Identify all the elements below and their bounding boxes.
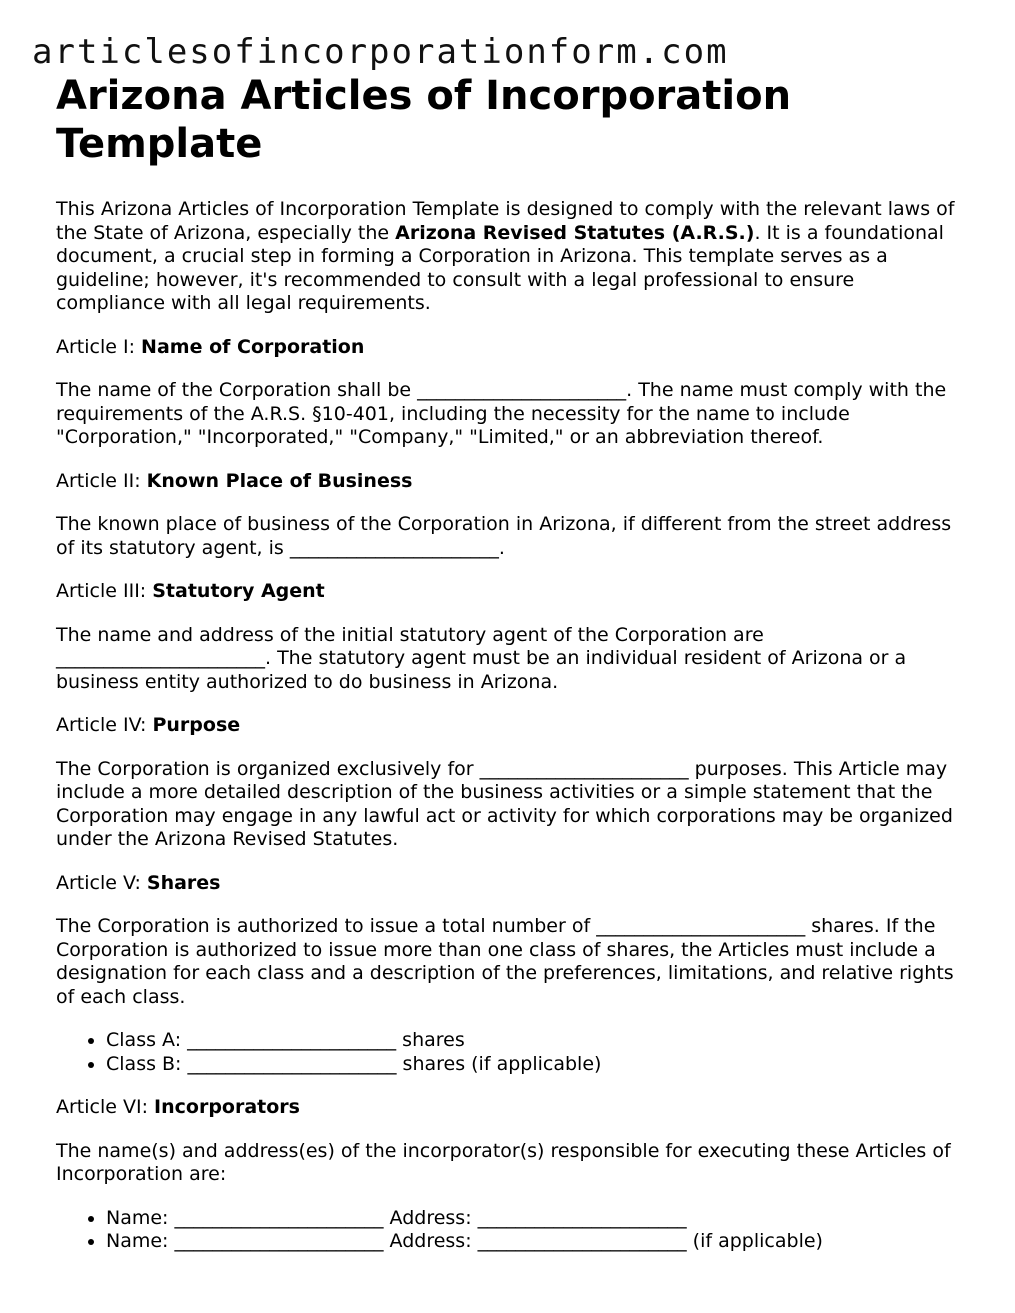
share-class-item: • Class A: ______________________ shares (106, 1029, 968, 1053)
article-4-label: Article IV: (56, 714, 153, 736)
article-5-label: Article V: (56, 871, 147, 894)
article-6-name: Incorporators (154, 1096, 300, 1118)
share-class-list (56, 1029, 968, 1076)
article-5-name: Shares (146, 871, 221, 894)
document-body (56, 70, 968, 1254)
article-2-heading (56, 470, 968, 494)
article-3-text: The name and address of the initial statutory agent of the Corporation are ______________________. The statutory agent must be an individual resident of Arizona or a business entity authorized to do business in Arizona. (56, 623, 907, 693)
article-6-heading (56, 1096, 968, 1120)
article-3-heading (56, 580, 968, 604)
site-watermark: articlesofincorporationform.com (32, 32, 729, 72)
intro-text-before: This Arizona Articles of Incorporation Template is designed to comply with the relevant laws of the State of Arizona, especially the (56, 198, 955, 244)
article-3-name: Statutory Agent (152, 580, 325, 602)
article-2-text: The known place of business of the Corporation in Arizona, if different from the street address of its statutory agent, is ______________________. (56, 513, 952, 559)
intro-text-after: . It is a foundational document, a crucial step in forming a Corporation in Arizona. This template serves as a guideline; however, it's recommended to consult with a legal professional to ensure compliance with all legal requirements. (56, 221, 944, 314)
article-4-heading (56, 714, 968, 738)
incorporator-item: • Name: ______________________ Address: ______________________ (if applicable) (106, 1230, 968, 1254)
article-1-name: Name of Corporation (141, 335, 365, 358)
article-3-label: Article III: (56, 580, 153, 602)
article-4-name: Purpose (152, 714, 241, 736)
share-class-item: • Class B: ______________________ shares (if applicable) (106, 1053, 968, 1077)
article-5-text: The Corporation is authorized to issue a total number of ______________________ shares. If the Corporation is authorized to issue more than one class of shares, the Articles must include a designation for each class and a description of the preferences, limitations, and relative rights of each class. (56, 915, 954, 1008)
article-6-text: The name(s) and address(es) of the incorporator(s) responsible for executing these Articles of Incorporation are: (56, 1139, 951, 1185)
intro-paragraph (56, 198, 968, 316)
article-6-label: Article VI: (56, 1096, 155, 1118)
intro-bold-statute: Arizona Revised Statutes (A.R.S.) (395, 221, 755, 244)
article-1-label: Article I: (56, 335, 142, 358)
article-1-heading (56, 336, 968, 360)
article-2-name: Known Place of Business (146, 469, 413, 492)
article-1-text: The name of the Corporation shall be ______________________. The name must comply with the requirements of the A.R.S. §10-401, including the necessity for the name to include "Corporation," "Incorporated," "Company," "Limited," or an abbreviation thereof. (56, 379, 947, 448)
document-title: Arizona Articles of Incorporation Template (56, 73, 792, 167)
incorporator-list (56, 1207, 968, 1254)
article-2-label: Article II: (56, 469, 147, 492)
incorporator-item: • Name: ______________________ Address: ______________________ (106, 1207, 968, 1231)
article-4-text: The Corporation is organized exclusively for ______________________ purposes. This Article may include a more detailed description of the business activities or a simple statement that the Corporation may engage in any lawful act or activity for which corporations may be organized under the Arizona Revised Statutes. (56, 757, 953, 850)
article-5-heading (56, 872, 968, 896)
